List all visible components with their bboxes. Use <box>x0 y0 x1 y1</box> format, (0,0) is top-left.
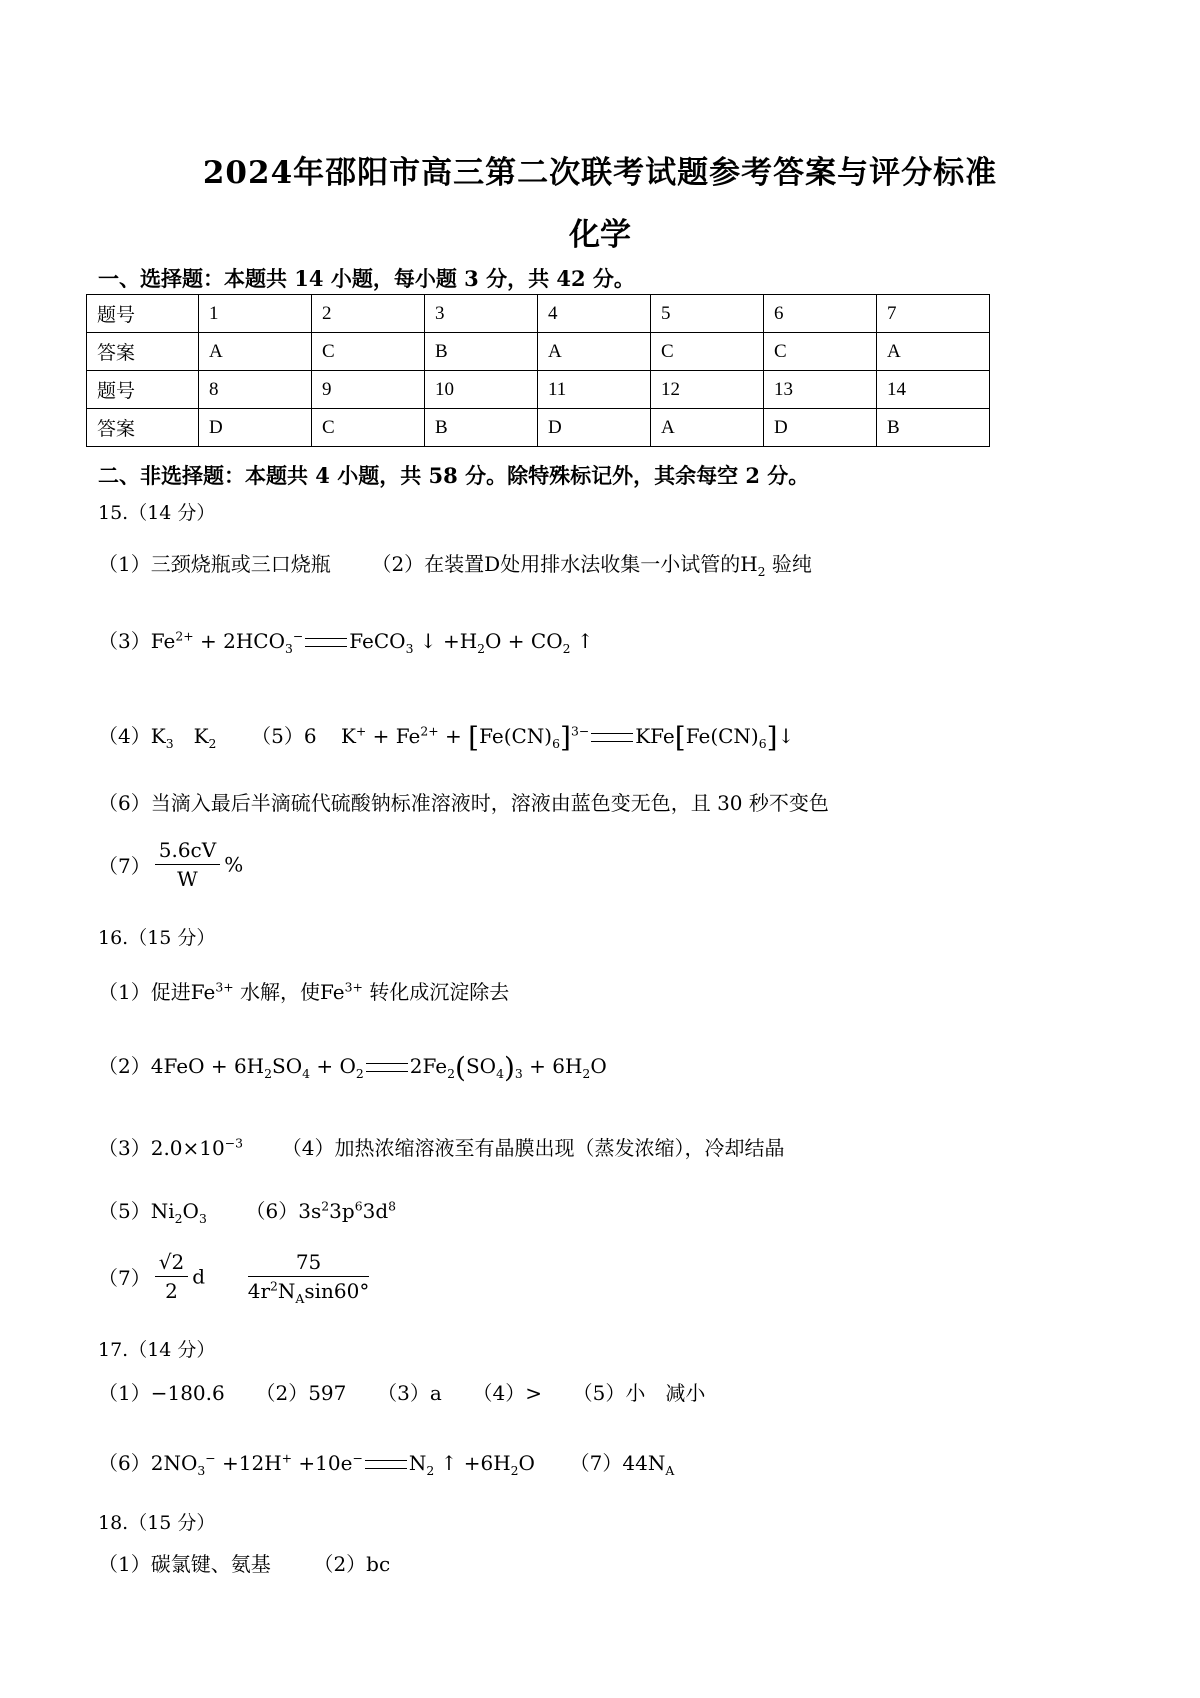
table-cell: C <box>312 333 425 371</box>
table-cell: C <box>651 333 764 371</box>
q15-p4: （4） <box>98 724 151 748</box>
q16-p6: （6） <box>245 1199 299 1223</box>
q15-answer-6: （6）当滴入最后半滴硫代硫酸钠标准溶液时，溶液由蓝色变无色，且 30 秒不变色 <box>98 791 829 815</box>
fraction-numerator: 75 <box>248 1250 370 1277</box>
q15-fraction <box>155 838 220 891</box>
q16-answer-2: $(2)4FeO + 6H_2SO_4 + O_2$ $2Fe_2(SO_4)_3 + 6H_2O$ <box>98 1051 607 1084</box>
q15-answer-4-5: $(4)K_3$ $K_2$ （5）6 $K^+ + Fe^{2+} + [Fe(CN)_6]^{3-}$ $KFe[Fe(CN)_6]↓$ <box>98 721 795 754</box>
table-cell: B <box>877 409 990 447</box>
q17-header: 17.（14 分） <box>98 1339 216 1361</box>
q17-p3: （3）a <box>377 1381 442 1405</box>
table-cell: A <box>538 333 651 371</box>
q16-fraction-1 <box>155 1250 188 1303</box>
q18-answers-1-2 <box>98 1548 390 1577</box>
percent-unit: % <box>224 852 244 877</box>
table-cell: 2 <box>312 295 425 333</box>
q16-p1c: 转化成沉淀除去 <box>369 980 510 1004</box>
table-cell: 12 <box>651 371 764 409</box>
fraction-denominator: W <box>177 867 198 891</box>
q17-answers-1-5 <box>98 1377 705 1406</box>
q15-p3: （3） <box>98 629 151 653</box>
q15-p1: （1）三颈烧瓶或三口烧瓶 <box>98 552 331 576</box>
q15-answer-7 <box>98 838 243 891</box>
table-row <box>87 295 990 333</box>
table-row <box>87 409 990 447</box>
table-cell: 题号 <box>87 371 199 409</box>
q16-p1a: （1）促进Fe <box>98 980 216 1004</box>
q16-p1b: 水解，使Fe <box>239 980 345 1004</box>
q15-header: 15.（14 分） <box>98 502 216 524</box>
table-cell: B <box>425 333 538 371</box>
table-cell: 7 <box>877 295 990 333</box>
q16-answer-7: （7） $\frac{√2}{2}$ d $\frac{75}{4r^2N_A\sin 60^\circ}$ <box>98 1250 370 1306</box>
q16-p5: （5） <box>98 1199 151 1223</box>
q17-p1: （1）−180.6 <box>98 1381 225 1405</box>
subject-title: 化学 <box>569 217 631 253</box>
q17-p5: （5）小 减小 <box>572 1381 706 1405</box>
fraction-denominator: $4r^2N_A\sin 60^\circ$ <box>247 1278 370 1306</box>
table-cell: 题号 <box>87 295 199 333</box>
table-cell: 11 <box>538 371 651 409</box>
q17-p4: （4）> <box>472 1381 542 1405</box>
table-cell: 13 <box>764 371 877 409</box>
q16-answer-3-4 <box>98 1132 784 1161</box>
q18-header: 18.（15 分） <box>98 1512 216 1534</box>
table-cell: D <box>538 409 651 447</box>
q16-p3-exponent: −3 <box>224 1135 244 1151</box>
q16-answer-1: （1）促进$Fe^{3+}$ 水解，使$Fe^{3+}$ 转化成沉淀除去 <box>98 979 510 1004</box>
table-cell: A <box>651 409 764 447</box>
table-cell: 1 <box>199 295 312 333</box>
q18-p2: （2）bc <box>313 1552 391 1576</box>
q15-answer-1-2: （1）三颈烧瓶或三口烧瓶 （2）在装置D处用排水法收集一小试管的$H_2$ 验纯 <box>98 552 812 579</box>
q16-p4: （4）加热浓缩溶液至有晶膜出现（蒸发浓缩），冷却结晶 <box>281 1136 785 1160</box>
table-row <box>87 333 990 371</box>
table-cell: 8 <box>199 371 312 409</box>
answer-table <box>86 294 990 447</box>
fraction-denominator: 2 <box>165 1279 178 1303</box>
q16-header: 16.（15 分） <box>98 927 216 949</box>
q15-p2a: （2）在装置D处用排水法收集一小试管的H <box>371 552 758 576</box>
q17-p2: （2）597 <box>255 1381 347 1405</box>
q15-p2b: 验纯 <box>771 552 812 576</box>
q15-answer-3: $(3)Fe^{2+} + 2HCO_3^-$ FeCO$_3$ ↓ $+H_2O + CO_2$ ↑ <box>98 628 594 656</box>
table-cell: 答案 <box>87 409 199 447</box>
q17-p7: （7）44N <box>569 1451 666 1475</box>
table-cell: C <box>764 333 877 371</box>
table-cell: C <box>312 409 425 447</box>
table-cell: A <box>877 333 990 371</box>
q15-p7: （7） <box>98 854 151 878</box>
q15-p4b: （5）6 <box>251 724 317 748</box>
table-cell: 14 <box>877 371 990 409</box>
table-row <box>87 371 990 409</box>
table-cell: 5 <box>651 295 764 333</box>
table-cell: A <box>199 333 312 371</box>
table-cell: 9 <box>312 371 425 409</box>
q17-answers-6-7: $(6)2NO_3^- +12H^+ +10e^-$ $N_2$ ↑ $+6H_2O$ $(7)44N_A$ <box>98 1450 675 1478</box>
section2-heading: 二、非选择题：本题共 4 小题，共 58 分。除特殊标记外，其余每空 2 分。 <box>98 463 810 488</box>
q16-answer-5-6: $(5)Ni_2O_3$ $(6)3s^23p^63d^8$ <box>98 1198 397 1226</box>
table-cell: 3 <box>425 295 538 333</box>
q16-fraction-2 <box>247 1250 370 1306</box>
section1-heading: 一、选择题：本题共 14 小题，每小题 3 分，共 42 分。 <box>98 266 635 291</box>
q17-p6: （6） <box>98 1451 151 1475</box>
q16-p2: （2） <box>98 1054 151 1078</box>
table-cell: 4 <box>538 295 651 333</box>
fraction-numerator: 5.6cV <box>155 838 220 865</box>
q16-p7: （7） <box>98 1266 151 1290</box>
table-cell: 答案 <box>87 333 199 371</box>
table-cell: D <box>199 409 312 447</box>
page-title: 2024年邵阳市高三第二次联考试题参考答案与评分标准 <box>202 155 998 191</box>
fraction-numerator: √2 <box>155 1250 188 1277</box>
q16-p3: （3）2.0×10 <box>98 1136 225 1160</box>
table-cell: B <box>425 409 538 447</box>
table-cell: 10 <box>425 371 538 409</box>
table-cell: 6 <box>764 295 877 333</box>
table-cell: D <box>764 409 877 447</box>
q18-p1: （1）碳氯键、氨基 <box>98 1552 271 1576</box>
